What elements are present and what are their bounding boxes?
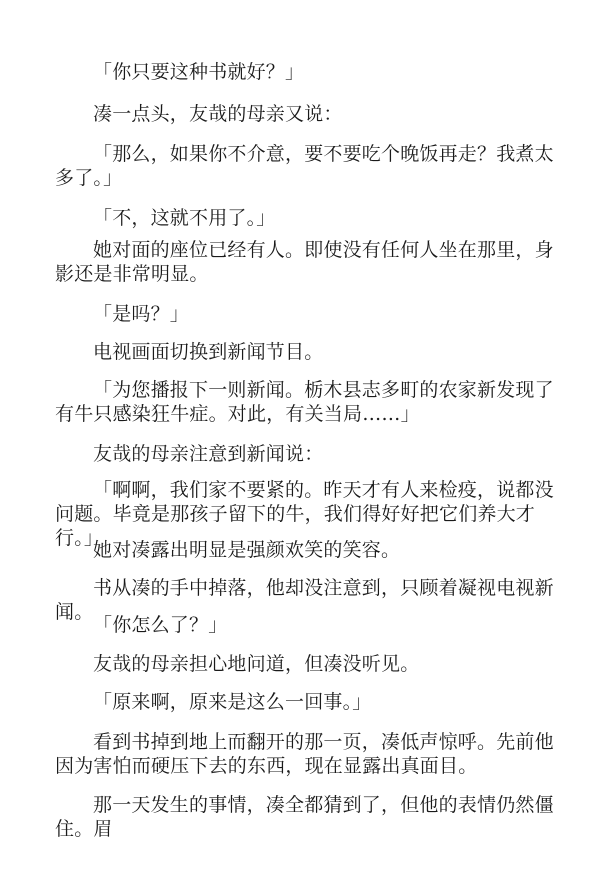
paragraph: 「你只要这种书就好？」 [93, 61, 305, 83]
paragraph: 书从凑的手中掉落，他却没注意到，只顾着凝视电视新闻。 [55, 577, 554, 623]
paragraph: 那一天发生的事情，凑全都猜到了，但他的表情仍然僵住。眉 [55, 794, 554, 840]
paragraph: 凑一点头，友哉的母亲又说： [93, 103, 343, 125]
paragraph: 友哉的母亲担心地问道，但凑没听见。 [93, 653, 420, 675]
paragraph: 「不，这就不用了。」 [93, 207, 276, 229]
paragraph: 她对面的座位已经有人。即使没有任何人坐在那里，身影还是非常明显。 [55, 239, 554, 285]
paragraph: 友哉的母亲注意到新闻说： [93, 443, 324, 465]
paragraph: 电视画面切换到新闻节目。 [93, 341, 324, 363]
paragraph: 「你怎么了？」 [93, 614, 228, 636]
paragraph: 「为您播报下一则新闻。栃木县志多町的农家新发现了有牛只感染狂牛症。对此，有关当局……」 [55, 379, 554, 425]
paragraph: 看到书掉到地上而翻开的那一页，凑低声惊呼。先前他因为害怕而硬压下去的东西，现在显露出真面目。 [55, 731, 554, 777]
paragraph: 「那么，如果你不介意，要不要吃个晚饭再走？我煮太多了。」 [55, 143, 554, 189]
paragraph: 「原来啊，原来是这么一回事。」 [93, 691, 372, 713]
paragraph: 「是吗？」 [93, 303, 190, 325]
paragraph: 「啊啊，我们家不要紧的。昨天才有人来检疫，说都没问题。毕竟是那孩子留下的牛，我们得好好把它们养大才行。」 [55, 479, 554, 549]
paragraph: 她对凑露出明显是强颜欢笑的笑容。 [93, 539, 401, 561]
